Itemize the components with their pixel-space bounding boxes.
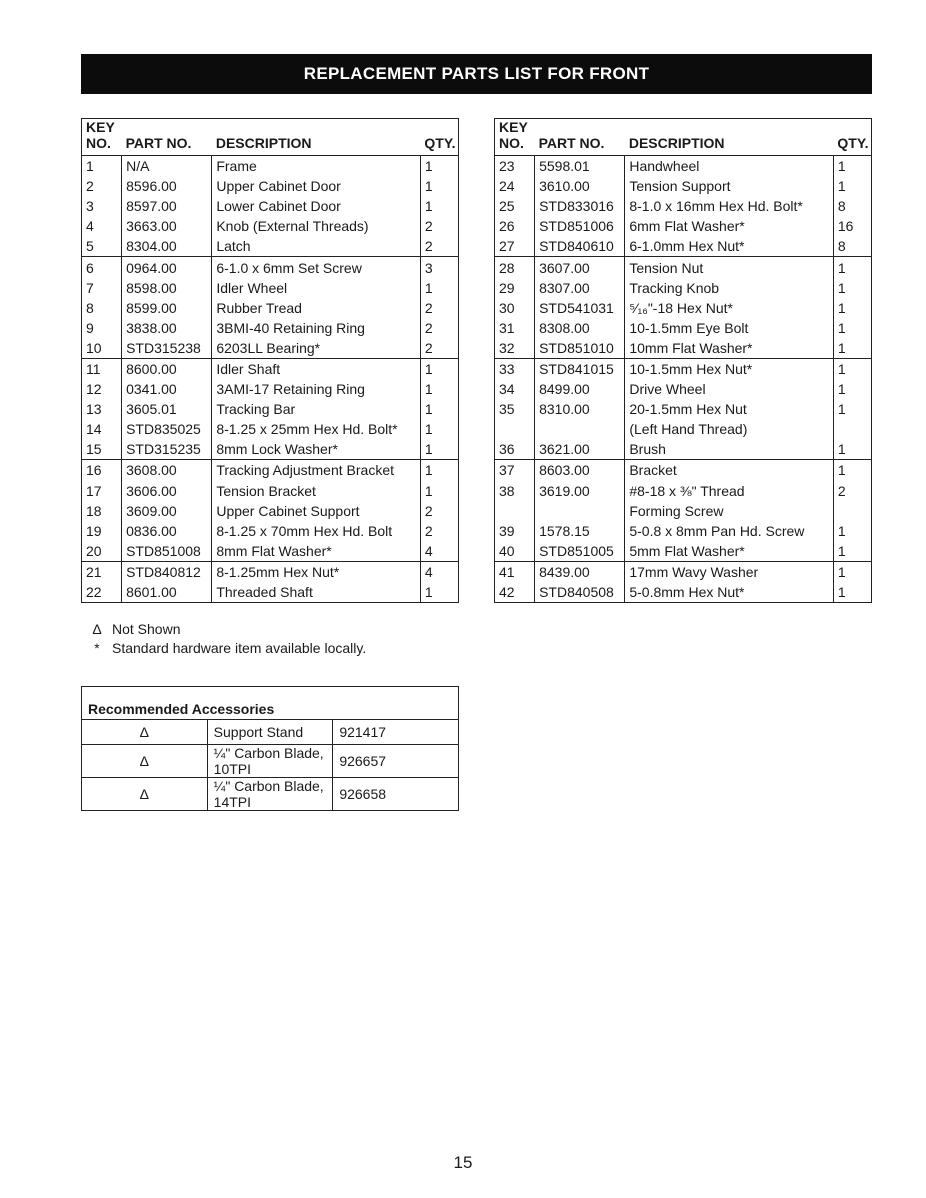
part-no-cell: 3609.00 — [122, 501, 212, 521]
part-no-cell: 8597.00 — [122, 196, 212, 216]
key-no-cell: 39 — [499, 522, 515, 539]
description-cell: 8-1.25mm Hex Nut* — [212, 561, 421, 582]
table-row — [82, 257, 459, 278]
key-no-cell: 11 — [86, 360, 101, 377]
description-cell: Upper Cabinet Door — [212, 176, 421, 196]
part-no-cell — [535, 501, 625, 521]
part-no-cell: 8601.00 — [122, 582, 212, 603]
table-header-row — [82, 119, 459, 156]
part-no-cell: STD851006 — [535, 216, 625, 236]
qty-cell: 2 — [420, 318, 458, 338]
qty-cell: 4 — [420, 541, 458, 562]
part-no-cell: 3621.00 — [535, 439, 625, 460]
part-no-cell: 3607.00 — [535, 257, 625, 278]
part-no-cell: 8600.00 — [122, 358, 212, 379]
qty-cell: 1 — [833, 278, 871, 298]
table-row — [82, 582, 459, 603]
description-cell: 5-0.8 x 8mm Pan Hd. Screw — [625, 521, 834, 541]
part-no-cell: 0341.00 — [122, 379, 212, 399]
qty-cell — [833, 419, 871, 439]
part-no-cell: 8439.00 — [535, 561, 625, 582]
description-cell: 8-1.0 x 16mm Hex Hd. Bolt* — [625, 196, 834, 216]
footnote-not-shown — [88, 620, 366, 639]
key-no-cell: 27 — [495, 236, 535, 257]
key-no-cell: 40 — [495, 541, 535, 562]
table-row — [82, 541, 459, 562]
qty-cell: 1 — [833, 379, 871, 399]
table-row — [495, 419, 872, 439]
part-no-cell: 8599.00 — [122, 298, 212, 318]
part-no-cell: 8598.00 — [122, 278, 212, 298]
table-row — [82, 399, 459, 419]
table-row — [82, 379, 459, 399]
table-row — [495, 481, 872, 501]
qty-cell: 1 — [833, 582, 871, 603]
description-header: DESCRIPTION — [625, 119, 834, 156]
part-no-cell: STD841015 — [535, 358, 625, 379]
table-row — [495, 501, 872, 521]
key-no-cell — [495, 501, 535, 521]
page-number: 15 — [453, 1153, 473, 1172]
key-no-cell: 5 — [82, 236, 122, 257]
part-no-cell: 8310.00 — [535, 399, 625, 419]
accessory-number: 921417 — [333, 720, 459, 745]
part-no-cell: STD315235 — [122, 439, 212, 460]
part-no-cell: 8596.00 — [122, 176, 212, 196]
accessory-name: ¼" Carbon Blade, 14TPI — [207, 778, 333, 811]
key-no-cell: 1 — [86, 158, 94, 175]
qty-cell: 2 — [420, 501, 458, 521]
asterisk-symbol: * — [94, 640, 100, 656]
delta-symbol: Δ — [82, 745, 208, 778]
key-no-cell: 15 — [82, 439, 122, 460]
description-cell: Idler Shaft — [212, 358, 421, 379]
key-no-cell: 19 — [86, 522, 102, 539]
table-row — [495, 298, 872, 318]
table-row — [82, 481, 459, 501]
description-cell: 8-1.25 x 25mm Hex Hd. Bolt* — [212, 419, 421, 439]
part-no-cell: STD851008 — [122, 541, 212, 562]
table-row — [495, 460, 872, 481]
table-row — [82, 298, 459, 318]
qty-cell: 1 — [833, 460, 871, 481]
description-cell: Tension Bracket — [212, 481, 421, 501]
table-row — [495, 379, 872, 399]
table-row — [82, 439, 459, 460]
part-no-cell: STD840508 — [535, 582, 625, 603]
qty-cell: 1 — [833, 561, 871, 582]
table-row — [82, 338, 459, 359]
qty-cell: 2 — [420, 298, 458, 318]
part-no-cell: STD835025 — [122, 419, 212, 439]
table-row — [82, 216, 459, 236]
part-no-cell: 0836.00 — [122, 521, 212, 541]
qty-cell: 1 — [833, 156, 871, 177]
table-row — [82, 521, 459, 541]
footnote-standard-hardware — [88, 639, 366, 658]
table-row — [495, 236, 872, 257]
description-cell: 20-1.5mm Hex Nut — [625, 399, 834, 419]
part-no-cell: 1578.15 — [535, 521, 625, 541]
description-cell: 6-1.0mm Hex Nut* — [625, 236, 834, 257]
qty-cell: 1 — [833, 439, 871, 460]
description-cell: Tension Nut — [625, 257, 834, 278]
key-no-cell: 36 — [495, 439, 535, 460]
description-cell: 6203LL Bearing* — [212, 338, 421, 359]
description-cell: Tracking Knob — [625, 278, 834, 298]
key-no-cell: 28 — [499, 259, 515, 276]
qty-cell: 1 — [420, 358, 458, 379]
key-no-cell: 9 — [86, 319, 94, 336]
key-no-cell: 33 — [499, 360, 515, 377]
accessory-row — [82, 720, 459, 745]
qty-cell: 1 — [420, 196, 458, 216]
table-row — [82, 318, 459, 338]
part-no-cell: 3606.00 — [122, 481, 212, 501]
part-no-cell: 3608.00 — [122, 460, 212, 481]
qty-cell: 1 — [833, 257, 871, 278]
qty-cell: 1 — [833, 358, 871, 379]
table-row — [495, 216, 872, 236]
part-no-cell: 3663.00 — [122, 216, 212, 236]
key-no-cell: 25 — [499, 198, 515, 215]
table-row — [495, 278, 872, 298]
qty-cell: 8 — [833, 236, 871, 257]
description-cell: 10-1.5mm Hex Nut* — [625, 358, 834, 379]
description-cell: 3BMI-40 Retaining Ring — [212, 318, 421, 338]
part-no-cell: 5598.01 — [535, 156, 625, 177]
table-row — [82, 156, 459, 177]
table-row — [495, 541, 872, 562]
key-no-header: KEY NO. — [82, 119, 122, 156]
qty-header: QTY. — [833, 119, 871, 156]
key-no-header: KEY NO. — [495, 119, 535, 156]
qty-cell: 1 — [833, 318, 871, 338]
part-no-cell: 3610.00 — [535, 176, 625, 196]
accessory-number: 926658 — [333, 778, 459, 811]
key-no-cell: 23 — [499, 158, 515, 175]
qty-cell: 2 — [420, 236, 458, 257]
part-no-cell: 0964.00 — [122, 257, 212, 278]
table-row — [82, 278, 459, 298]
description-cell: (Left Hand Thread) — [625, 419, 834, 439]
delta-symbol: Δ — [82, 778, 208, 811]
description-cell: Rubber Tread — [212, 298, 421, 318]
part-no-cell: 8499.00 — [535, 379, 625, 399]
part-no-cell — [535, 419, 625, 439]
key-no-cell: 21 — [86, 563, 102, 580]
table-row — [82, 358, 459, 379]
qty-cell: 1 — [420, 399, 458, 419]
description-cell: 8-1.25 x 70mm Hex Hd. Bolt — [212, 521, 421, 541]
qty-cell: 2 — [420, 521, 458, 541]
part-no-header: PART NO. — [122, 119, 212, 156]
description-cell: 8mm Lock Washer* — [212, 439, 421, 460]
table-header-row — [495, 119, 872, 156]
description-cell: 5-0.8mm Hex Nut* — [625, 582, 834, 603]
key-no-cell: 6 — [86, 259, 94, 276]
qty-cell: 1 — [833, 338, 871, 359]
table-row — [82, 236, 459, 257]
part-no-cell: STD315238 — [122, 338, 212, 359]
qty-cell: 1 — [420, 176, 458, 196]
qty-cell: 8 — [833, 196, 871, 216]
description-cell: #8-18 x ⅜" Thread — [625, 481, 834, 501]
description-cell: Frame — [212, 156, 421, 177]
accessories-title: Recommended Accessories — [82, 687, 459, 720]
part-no-cell: 8307.00 — [535, 278, 625, 298]
qty-cell: 1 — [420, 481, 458, 501]
description-cell: 3AMI-17 Retaining Ring — [212, 379, 421, 399]
key-no-cell: 22 — [86, 584, 102, 601]
part-no-cell: 3605.01 — [122, 399, 212, 419]
key-no-cell: 17 — [86, 482, 102, 499]
key-no-cell: 38 — [499, 482, 515, 499]
key-no-cell: 7 — [86, 279, 94, 296]
qty-cell: 1 — [833, 541, 871, 562]
part-no-cell: STD541031 — [535, 298, 625, 318]
key-no-cell: 41 — [499, 563, 515, 580]
parts-table-left — [81, 118, 459, 603]
key-no-cell: 18 — [86, 502, 102, 519]
key-no-cell: 12 — [86, 381, 102, 398]
accessory-number: 926657 — [333, 745, 459, 778]
description-cell: Brush — [625, 439, 834, 460]
table-row — [495, 399, 872, 419]
part-no-cell: STD851010 — [535, 338, 625, 359]
table-row — [495, 318, 872, 338]
page-title: REPLACEMENT PARTS LIST FOR FRONT — [303, 64, 650, 83]
key-no-cell: 34 — [499, 381, 515, 398]
qty-cell: 1 — [833, 298, 871, 318]
qty-cell: 1 — [420, 156, 458, 177]
table-row — [495, 176, 872, 196]
accessory-name: ¼" Carbon Blade, 10TPI — [207, 745, 333, 778]
key-no-cell: 37 — [499, 462, 515, 479]
description-cell: 6mm Flat Washer* — [625, 216, 834, 236]
accessory-row — [82, 778, 459, 811]
table-row — [495, 358, 872, 379]
description-cell: Handwheel — [625, 156, 834, 177]
key-no-cell: 8 — [86, 299, 94, 316]
qty-cell: 1 — [420, 419, 458, 439]
description-cell: 10mm Flat Washer* — [625, 338, 834, 359]
parts-table-right — [494, 118, 872, 603]
key-no-cell: 10 — [82, 338, 122, 359]
qty-header: QTY. — [420, 119, 458, 156]
key-no-cell: 14 — [86, 421, 102, 438]
table-row — [495, 439, 872, 460]
description-cell: 5mm Flat Washer* — [625, 541, 834, 562]
part-no-cell: 8304.00 — [122, 236, 212, 257]
qty-cell: 2 — [420, 338, 458, 359]
qty-cell: 4 — [420, 561, 458, 582]
description-cell: Idler Wheel — [212, 278, 421, 298]
table-row — [495, 196, 872, 216]
qty-cell: 1 — [833, 521, 871, 541]
key-no-cell: 4 — [86, 218, 94, 235]
key-no-cell: 32 — [495, 338, 535, 359]
key-no-cell: 30 — [499, 299, 515, 316]
footnote-text: Not Shown — [112, 621, 181, 637]
key-no-cell: 29 — [499, 279, 515, 296]
part-no-cell: STD851005 — [535, 541, 625, 562]
delta-symbol: Δ — [92, 621, 102, 637]
part-no-cell: 8308.00 — [535, 318, 625, 338]
description-cell: Lower Cabinet Door — [212, 196, 421, 216]
key-no-cell: 42 — [499, 584, 515, 601]
qty-cell: 1 — [420, 582, 458, 603]
qty-cell: 1 — [420, 439, 458, 460]
part-no-header: PART NO. — [535, 119, 625, 156]
description-cell: ⁵⁄₁₆"-18 Hex Nut* — [625, 298, 834, 318]
table-row — [82, 561, 459, 582]
description-cell: 17mm Wavy Washer — [625, 561, 834, 582]
qty-cell: 3 — [420, 257, 458, 278]
qty-cell: 1 — [420, 278, 458, 298]
table-row — [495, 561, 872, 582]
description-cell: Knob (External Threads) — [212, 216, 421, 236]
key-no-cell: 20 — [82, 541, 122, 562]
part-no-cell: STD840812 — [122, 561, 212, 582]
part-no-cell: STD840610 — [535, 236, 625, 257]
key-no-cell: 35 — [499, 401, 515, 418]
description-cell: Bracket — [625, 460, 834, 481]
description-cell: Tension Support — [625, 176, 834, 196]
table-row — [495, 257, 872, 278]
table-row — [82, 460, 459, 481]
page-title-banner — [81, 54, 872, 94]
description-cell: 6-1.0 x 6mm Set Screw — [212, 257, 421, 278]
description-cell: Drive Wheel — [625, 379, 834, 399]
qty-cell — [833, 501, 871, 521]
accessory-row — [82, 745, 459, 778]
table-row — [82, 501, 459, 521]
part-no-cell: 3838.00 — [122, 318, 212, 338]
part-no-cell: 8603.00 — [535, 460, 625, 481]
description-cell: Forming Screw — [625, 501, 834, 521]
qty-cell: 1 — [420, 460, 458, 481]
delta-symbol: Δ — [82, 720, 208, 745]
description-cell: Latch — [212, 236, 421, 257]
qty-cell: 1 — [833, 176, 871, 196]
part-no-cell: 3619.00 — [535, 481, 625, 501]
key-no-cell: 2 — [86, 178, 94, 195]
table-row — [495, 521, 872, 541]
table-row — [495, 156, 872, 177]
footnote-text: Standard hardware item available locally. — [112, 640, 367, 656]
part-no-cell: N/A — [122, 156, 212, 177]
description-header: DESCRIPTION — [212, 119, 421, 156]
qty-cell: 2 — [833, 481, 871, 501]
table-row — [495, 582, 872, 603]
description-cell: Tracking Bar — [212, 399, 421, 419]
key-no-cell: 13 — [86, 401, 102, 418]
key-no-cell: 31 — [499, 319, 515, 336]
description-cell: 10-1.5mm Eye Bolt — [625, 318, 834, 338]
part-no-cell: STD833016 — [535, 196, 625, 216]
table-row — [82, 176, 459, 196]
table-row — [82, 196, 459, 216]
accessories-table — [81, 686, 459, 811]
key-no-cell — [495, 419, 535, 439]
description-cell: Tracking Adjustment Bracket — [212, 460, 421, 481]
qty-cell: 1 — [420, 379, 458, 399]
description-cell: 8mm Flat Washer* — [212, 541, 421, 562]
qty-cell: 1 — [833, 399, 871, 419]
table-row — [495, 338, 872, 359]
accessory-name: Support Stand — [207, 720, 333, 745]
table-row — [82, 419, 459, 439]
description-cell: Upper Cabinet Support — [212, 501, 421, 521]
key-no-cell: 16 — [86, 462, 102, 479]
key-no-cell: 3 — [86, 198, 94, 215]
key-no-cell: 24 — [499, 178, 515, 195]
description-cell: Threaded Shaft — [212, 582, 421, 603]
key-no-cell: 26 — [499, 218, 515, 235]
qty-cell: 16 — [833, 216, 871, 236]
qty-cell: 2 — [420, 216, 458, 236]
footnotes — [88, 620, 366, 658]
